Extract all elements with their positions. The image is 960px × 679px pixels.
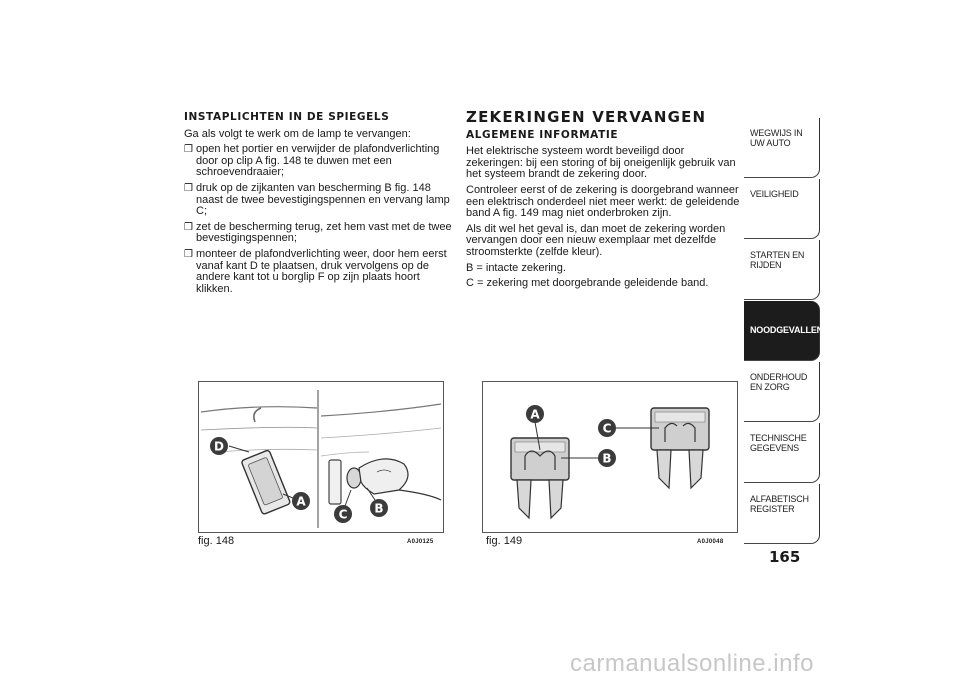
paragraph: B = intacte zekering. xyxy=(466,261,566,274)
checkbox-bullet-icon: ❒ xyxy=(184,182,193,194)
checkbox-bullet-icon: ❒ xyxy=(184,221,193,233)
callout-label: C xyxy=(602,421,612,436)
subheading-general-info: ALGEMENE INFORMATIE xyxy=(466,128,619,141)
checkbox-bullet-icon: ❒ xyxy=(184,248,193,260)
callout-label: D xyxy=(214,439,224,454)
section-heading-fuses: ZEKERINGEN VERVANGEN xyxy=(466,108,707,126)
left-column xyxy=(184,112,452,299)
figure-149-caption: fig. 149 xyxy=(486,535,523,547)
paragraph: Als dit wel het geval is, dan moet de zekering worden vervangen door een nieuw exemplaar met dezelfde stroomsterkte (zelfde kleur). xyxy=(466,222,726,258)
intro-text: Ga als volgt te werk om de lamp te vervangen: xyxy=(184,127,411,140)
figure-148-caption: fig. 148 xyxy=(198,535,235,547)
callout-label: B xyxy=(602,451,612,466)
section-heading-mirror-lights: INSTAPLICHTEN IN DE SPIEGELS xyxy=(184,111,390,123)
tab-label: NOODGEVALLEN xyxy=(750,325,823,335)
paragraph: Controleer eerst of de zekering is doorgebrand wanneer een elektrisch onderdeel niet meer werkt: de geleidende band A fig. 149 mag niet onderbroken zijn. xyxy=(466,183,740,220)
figure-149-code: A0J0048 xyxy=(697,539,724,545)
step-text: open het portier en verwijder de plafondverlichting door op clip A fig. 148 te duwen met een schroevendraaier; xyxy=(196,143,440,179)
step-item xyxy=(184,144,452,179)
tab-label: ONDERHOUD EN ZORG xyxy=(750,372,808,392)
callout-label: A xyxy=(296,494,306,509)
paragraph: Het elektrische systeem wordt beveiligd door zekeringen: bij een storing of bij oneigenlijk gebruik van het systeem brandt de zekering door. xyxy=(466,145,736,181)
chapter-tabs xyxy=(744,118,823,545)
callout-label: A xyxy=(530,407,540,422)
tab-starten-en-rijden[interactable] xyxy=(744,240,820,300)
tab-onderhoud[interactable] xyxy=(744,362,820,422)
callout-label: C xyxy=(338,507,348,522)
figure-148-code: A0J0125 xyxy=(407,539,434,545)
step-item xyxy=(184,222,452,245)
tab-technische-gegevens[interactable] xyxy=(744,423,820,483)
callout-a xyxy=(526,405,544,423)
figure-149-callouts xyxy=(483,382,737,532)
tab-label: STARTEN EN RIJDEN xyxy=(750,250,805,270)
callout-c xyxy=(598,419,616,437)
callout-b xyxy=(598,449,616,467)
step-text: zet de bescherming terug, zet hem vast met de twee bevestigingspennen; xyxy=(196,220,452,245)
watermark: carmanualsonline.info xyxy=(570,650,814,677)
callout-d xyxy=(210,437,228,455)
tab-label: WEGWIJS IN UW AUTO xyxy=(750,128,803,148)
page-number: 165 xyxy=(769,548,801,566)
figure-148-callouts xyxy=(199,382,443,532)
tab-veiligheid[interactable] xyxy=(744,179,820,239)
right-column xyxy=(466,108,742,294)
tab-label: ALFABETISCH REGISTER xyxy=(750,494,809,514)
callout-b xyxy=(370,499,388,517)
tab-wegwijs[interactable] xyxy=(744,118,820,178)
tab-noodgevallen[interactable] xyxy=(744,301,823,361)
checkbox-bullet-icon: ❒ xyxy=(184,144,193,156)
step-text: druk op de zijkanten van bescherming B fig. 148 naast de twee bevestigingspennen en vervang lamp C; xyxy=(196,181,450,218)
step-text: monteer de plafondverlichting weer, door hem eerst vanaf kant D te plaatsen, druk vervolgens op de andere kant tot u borglip F op zijn plaats hoort klikken. xyxy=(196,247,447,295)
tab-label: TECHNISCHE GEGEVENS xyxy=(750,433,807,453)
paragraph: C = zekering met doorgebrande geleidende band. xyxy=(466,277,709,290)
figure-148-illustration xyxy=(198,381,444,533)
callout-label: B xyxy=(374,501,384,516)
callout-c xyxy=(334,505,352,523)
tab-label: VEILIGHEID xyxy=(750,189,799,199)
tab-alfabetisch-register[interactable] xyxy=(744,484,820,544)
callout-a xyxy=(292,492,310,510)
step-item xyxy=(184,249,452,295)
step-item xyxy=(184,183,452,218)
steps-list xyxy=(184,144,452,295)
figure-149-illustration xyxy=(482,381,738,533)
